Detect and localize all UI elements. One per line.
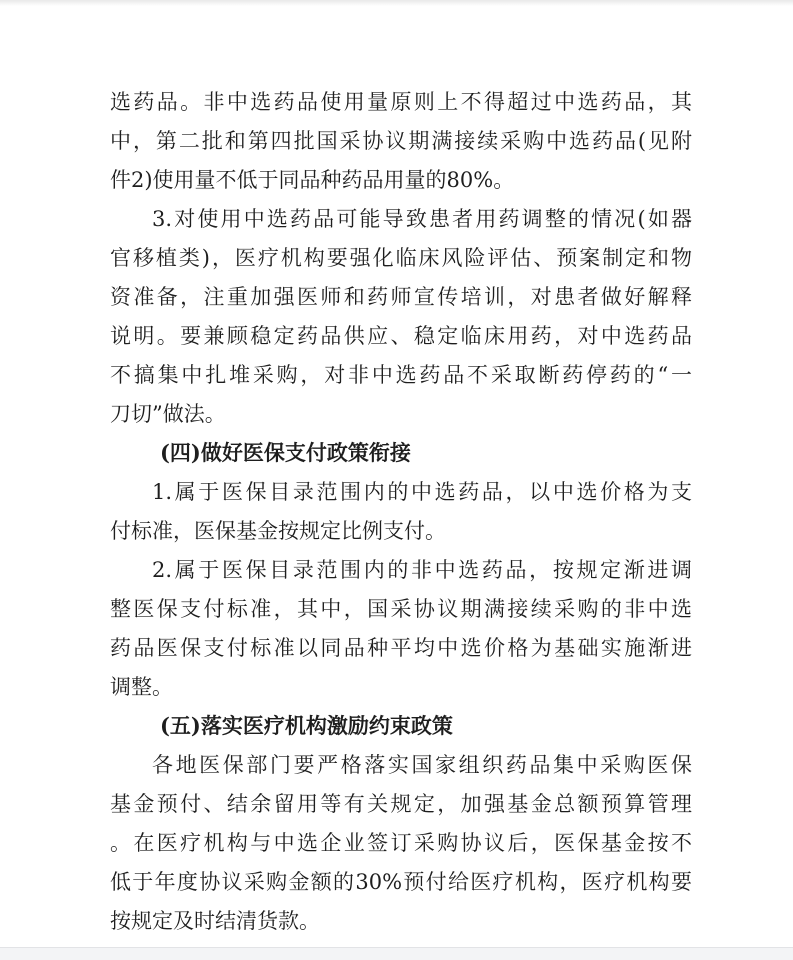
text-line: 按规定及时结清货款。 bbox=[110, 909, 320, 933]
text-line: 调整。 bbox=[110, 675, 173, 699]
text-line: 中，第二批和第四批国采协议期满接续采购中选药品(见附 bbox=[110, 129, 692, 153]
text-line: 药品医保支付标准以同品种平均中选价格为基础实施渐进 bbox=[110, 636, 692, 660]
text-line: 2.属于医保目录范围内的非中选药品，按规定渐进调 bbox=[152, 558, 692, 582]
text-line: 3.对使用中选药品可能导致患者用药调整的情况(如器 bbox=[152, 207, 692, 231]
text-line: 件2)使用量不低于同品种药品用量的80%。 bbox=[110, 168, 515, 192]
text-line: 。在医疗机构与中选企业签订采购协议后，医保基金按不 bbox=[110, 831, 692, 855]
text-line: 付标准，医保基金按规定比例支付。 bbox=[110, 519, 446, 543]
text-line: 基金预付、结余留用等有关规定，加强基金总额预算管理 bbox=[110, 792, 692, 816]
text-line: 低于年度协议采购金额的30%预付给医疗机构，医疗机构要 bbox=[110, 870, 692, 894]
top-edge bbox=[0, 0, 793, 6]
bottom-toolbar-edge bbox=[0, 947, 793, 960]
text-line: 整医保支付标准，其中，国采协议期满接续采购的非中选 bbox=[110, 597, 692, 621]
text-line: 资准备，注重加强医师和药师宣传培训，对患者做好解释 bbox=[110, 285, 692, 309]
text-line: 说明。要兼顾稳定药品供应、稳定临床用药，对中选药品 bbox=[110, 324, 692, 348]
text-line: 不搞集中扎堆采购，对非中选药品不采取断药停药的“一 bbox=[110, 363, 692, 387]
section-heading: (五)落实医疗机构激励约束政策 bbox=[160, 713, 453, 738]
text-line: 刀切”做法。 bbox=[110, 402, 226, 426]
text-line: 各地医保部门要严格落实国家组织药品集中采购医保 bbox=[152, 753, 692, 777]
text-line: 1.属于医保目录范围内的中选药品，以中选价格为支 bbox=[152, 480, 692, 504]
text-line: 官移植类)，医疗机构要强化临床风险评估、预案制定和物 bbox=[110, 246, 692, 270]
section-heading: (四)做好医保支付政策衔接 bbox=[160, 440, 411, 465]
text-line: 选药品。非中选药品使用量原则上不得超过中选药品，其 bbox=[110, 90, 692, 114]
